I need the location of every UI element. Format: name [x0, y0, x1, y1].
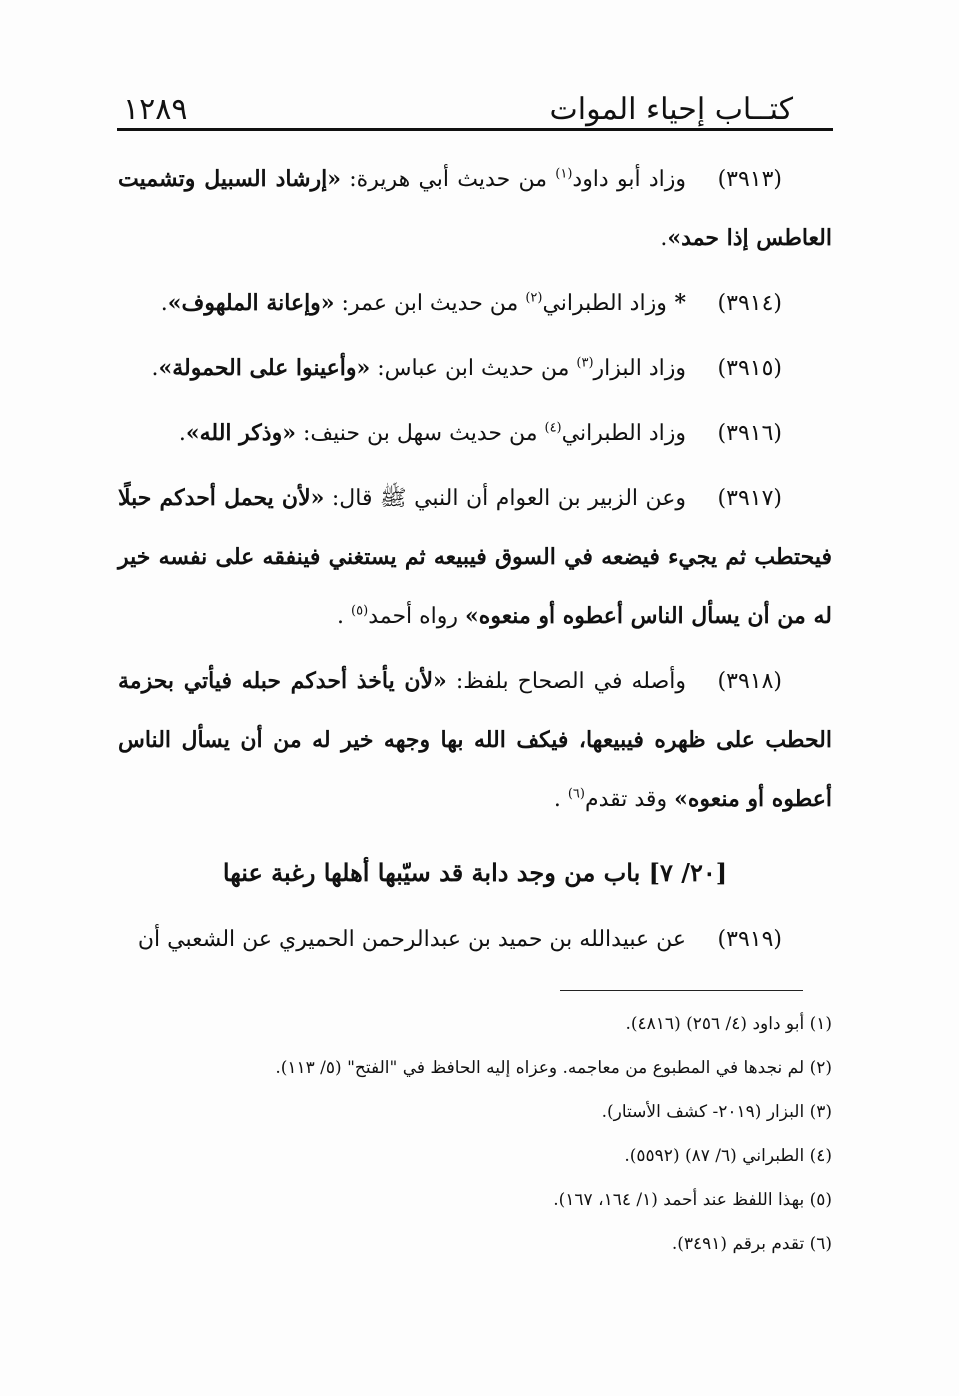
page-number: ١٢٨٩ — [123, 92, 188, 127]
hadith-text: . — [660, 226, 668, 251]
running-header — [117, 82, 833, 132]
footnote-ref[interactable]: (٤) — [544, 420, 562, 436]
hadith-quote: «لأن يأخذ أحدكم حبله فيأتي بحزمة الحطب على ظهره فيبيعها، فيكف الله بها وجهه خير له من أن يسأل الناس أعطوه أو منعوه» — [118, 668, 832, 812]
hadith-text: من حديث ابن عباس: — [370, 356, 577, 381]
hadith-3916 — [118, 404, 832, 463]
hadith-text: وزاد الطبراني — [561, 421, 686, 446]
hadith-number: (٣٩١٧) — [717, 486, 782, 511]
hadith-3915 — [118, 339, 832, 398]
hadith-text: . — [553, 787, 568, 812]
hadith-3918 — [118, 652, 832, 829]
footnote-ref[interactable]: (١) — [555, 166, 573, 182]
hadith-number: (٣٩١٥) — [717, 356, 782, 381]
hadith-3914 — [118, 274, 832, 333]
chapter-title: كتــاب إحياء الموات — [549, 92, 793, 127]
section-heading: [٢٠/ ٧] باب من وجد دابة قد سيّبها أهلها رغبة عنها — [222, 858, 728, 887]
footnote-rule — [560, 990, 803, 991]
footnote-ref[interactable]: (٥) — [351, 603, 369, 619]
footnote-5: (٥) بهذا اللفظ عند أحمد (١/ ١٦٤، ١٦٧). — [553, 1190, 832, 1210]
hadith-text: وعن الزبير بن العوام أن النبي ﷺ قال: — [324, 486, 686, 511]
hadith-quote: «إرشاد السبيل وتشميت العاطس إذا حمد» — [118, 166, 832, 251]
footnote-4: (٤) الطبراني (٦/ ٨٧) (٥٥٩٢). — [624, 1146, 832, 1166]
footnote-ref[interactable]: (٦) — [567, 786, 585, 802]
footnote-ref[interactable]: (٢) — [525, 290, 543, 306]
hadith-number: (٣٩١٨) — [717, 669, 782, 694]
hadith-3917 — [118, 469, 832, 646]
hadith-quote: «وذكر الله» — [185, 420, 296, 446]
hadith-text: . — [337, 604, 352, 629]
footnotes — [118, 1002, 832, 1266]
hadith-text: رواه أحمد — [368, 604, 466, 629]
footnote-ref[interactable]: (٣) — [576, 355, 594, 371]
hadith-text: . — [151, 356, 159, 381]
hadith-text: من حديث سهل بن حنيف: — [295, 421, 545, 446]
footnote-3: (٣) البزار (٢٠١٩- كشف الأستار). — [601, 1102, 832, 1122]
hadith-text: من حديث أبي هريرة: — [341, 167, 556, 192]
hadith-text: وزاد أبو داود — [572, 167, 687, 192]
hadith-text: وأصله في الصحاح بلفظ: — [446, 669, 686, 694]
footnote-2: (٢) لم نجدها في المطبوع من معاجمه. وعزاه إليه الحافظ في "الفتح" (٥/ ١١٣). — [275, 1058, 832, 1078]
hadith-quote: «لأن يحمل أحدكم حبلًا فيحتطب ثم يجيء فيضعه في السوق فيبيعه ثم يستغني فينفقه على نفسه خير له من أن يسأل الناس أعطوه أو منعوه» — [118, 485, 832, 629]
hadith-text: من حديث ابن عمر: — [334, 291, 526, 316]
main-text — [118, 150, 832, 975]
hadith-number: (٣٩١٣) — [717, 167, 783, 192]
hadith-3919 — [118, 911, 832, 969]
hadith-number: (٣٩١٤) — [717, 291, 782, 316]
hadith-text: عن عبيدالله بن حميد بن عبدالرحمن الحميري عن الشعبي أن — [137, 927, 686, 952]
header-rule — [117, 128, 833, 131]
footnote-1: (١) أبو داود (٤/ ٢٥٦) (٤٨١٦). — [625, 1014, 832, 1034]
hadith-text: . — [178, 421, 186, 446]
hadith-text: . — [160, 291, 168, 316]
hadith-3913 — [118, 150, 832, 268]
hadith-quote: «وإعانة الملهوف» — [167, 290, 335, 316]
hadith-number: (٣٩١٦) — [717, 421, 782, 446]
footnote-6: (٦) تقدم برقم (٣٤٩١). — [671, 1234, 832, 1254]
hadith-text: وقد تقدم — [584, 787, 675, 812]
hadith-number: (٣٩١٩) — [717, 927, 782, 952]
star-marker: * — [666, 290, 686, 316]
hadith-text: وزاد الطبراني — [542, 291, 667, 316]
hadith-text: وزاد البزار — [593, 356, 686, 381]
hadith-quote: «وأعينوا على الحمولة» — [158, 355, 371, 381]
